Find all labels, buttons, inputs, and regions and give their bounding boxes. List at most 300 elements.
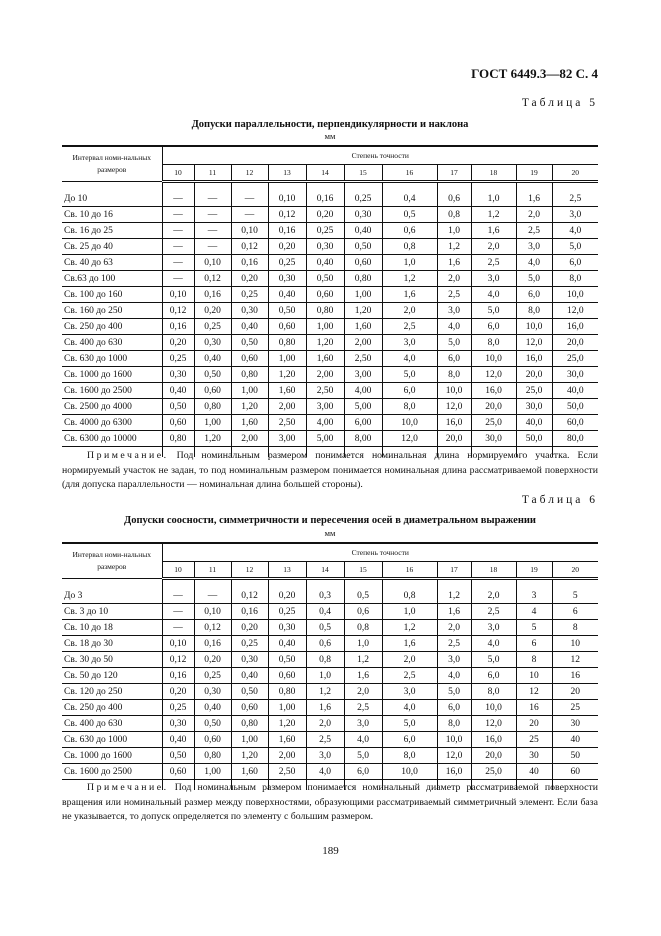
cell-value: 0,20	[162, 335, 194, 351]
cell-value: 0,25	[268, 255, 306, 271]
column-header-interval: Интервал номи-нальных размеров	[62, 543, 162, 579]
table-row	[62, 367, 598, 383]
row-interval: Св.63 до 100	[62, 271, 162, 287]
cell-value: 12	[516, 684, 552, 700]
cell-value: 0,10	[162, 287, 194, 303]
cell-value: 0,25	[344, 191, 382, 207]
cell-value: 0,10	[194, 255, 231, 271]
cell-value: 4,0	[552, 223, 598, 239]
cell-value: 0,60	[162, 415, 194, 431]
cell-value: 12	[552, 652, 598, 668]
row-interval: Св. 10 до 16	[62, 207, 162, 223]
cell-value: 4,0	[471, 287, 516, 303]
cell-value: 0,30	[344, 207, 382, 223]
table-row	[62, 383, 598, 399]
cell-value: 0,50	[162, 399, 194, 415]
row-interval: Св. 400 до 630	[62, 716, 162, 732]
cell-value: 0,10	[268, 191, 306, 207]
row-interval: Св. 2500 до 4000	[62, 399, 162, 415]
cell-value: 1,6	[344, 668, 382, 684]
column-header-grade: 11	[194, 562, 231, 579]
cell-value: 0,50	[268, 303, 306, 319]
column-header-degree: Степень точности	[162, 543, 598, 562]
cell-value: 0,25	[231, 287, 268, 303]
cell-value: 2,50	[306, 383, 344, 399]
cell-value: 2,5	[306, 732, 344, 748]
row-interval: Св. 3 до 10	[62, 604, 162, 620]
cell-value: 10,0	[382, 764, 437, 780]
table-row	[62, 207, 598, 223]
row-interval: Св. 6300 до 10000	[62, 431, 162, 447]
cell-value: 0,30	[231, 652, 268, 668]
cell-value: 0,10	[194, 604, 231, 620]
cell-value: 0,50	[344, 239, 382, 255]
cell-value: 8,0	[382, 399, 437, 415]
note-label: Примечание.	[87, 782, 169, 793]
cell-value: 4,0	[382, 700, 437, 716]
cell-value: 0,80	[162, 431, 194, 447]
row-interval: Св. 4000 до 6300	[62, 415, 162, 431]
cell-value: 20,0	[516, 367, 552, 383]
cell-value: —	[162, 604, 194, 620]
cell-value: 5	[516, 620, 552, 636]
cell-value: 60,0	[552, 415, 598, 431]
cell-value: 0,40	[194, 700, 231, 716]
cell-value: 40	[552, 732, 598, 748]
cell-value: 4,0	[437, 319, 471, 335]
table-row	[62, 604, 598, 620]
cell-value: 12,0	[382, 431, 437, 447]
cell-value: 0,40	[344, 223, 382, 239]
cell-value: 0,8	[382, 588, 437, 604]
cell-value: 0,5	[382, 207, 437, 223]
table-row	[62, 620, 598, 636]
cell-value: 2,5	[516, 223, 552, 239]
page-number: 189	[322, 845, 339, 857]
cell-value: 4,0	[437, 668, 471, 684]
cell-value: 0,50	[306, 271, 344, 287]
cell-value: 6,0	[471, 668, 516, 684]
cell-value: 12,0	[437, 748, 471, 764]
cell-value: 25,0	[471, 415, 516, 431]
cell-value: —	[162, 271, 194, 287]
cell-value: 4,00	[344, 383, 382, 399]
note-text: Под номинальным размером понимается номинальная длина нормируемого участка. Если нормируемый участок не задан, то под номинальным размером понимается номинальная длина рассматриваемой поверхности (для допуска параллельности — номинальная длина большей стороны).	[62, 450, 598, 490]
cell-value: 3,0	[306, 748, 344, 764]
cell-value: 0,12	[268, 207, 306, 223]
cell-value: 10,0	[471, 351, 516, 367]
cell-value: 1,00	[194, 764, 231, 780]
row-interval: Св. 25 до 40	[62, 239, 162, 255]
table5	[62, 145, 598, 457]
cell-value: —	[231, 207, 268, 223]
cell-value: 2,5	[382, 668, 437, 684]
cell-value: —	[162, 588, 194, 604]
cell-value: 3,00	[344, 367, 382, 383]
cell-value: 5,0	[382, 367, 437, 383]
cell-value: 0,30	[162, 367, 194, 383]
cell-value: 8,0	[437, 716, 471, 732]
cell-value: 2,00	[231, 431, 268, 447]
row-interval: Св. 10 до 18	[62, 620, 162, 636]
cell-value: —	[194, 191, 231, 207]
cell-value: 0,40	[268, 636, 306, 652]
cell-value: 6,00	[344, 415, 382, 431]
cell-value: —	[194, 239, 231, 255]
table-row	[62, 399, 598, 415]
cell-value: 1,2	[382, 620, 437, 636]
cell-value: 10,0	[437, 732, 471, 748]
note-label: Примечание.	[87, 450, 169, 461]
cell-value: 0,12	[231, 588, 268, 604]
cell-value: 8	[552, 620, 598, 636]
cell-value: 1,00	[268, 351, 306, 367]
column-header-grade: 10	[162, 165, 194, 182]
row-interval: Св. 30 до 50	[62, 652, 162, 668]
cell-value: 50,0	[552, 399, 598, 415]
cell-value: 0,25	[162, 700, 194, 716]
cell-value: 0,16	[162, 319, 194, 335]
cell-value: 0,80	[231, 716, 268, 732]
column-header-grade: 13	[268, 165, 306, 182]
table6-title: Допуски соосности, симметричности и пересечения осей в диаметральном выражении	[124, 515, 536, 526]
table-row	[62, 287, 598, 303]
cell-value: 0,80	[344, 271, 382, 287]
row-interval: До 10	[62, 191, 162, 207]
cell-value: 0,12	[162, 303, 194, 319]
cell-value: 0,6	[306, 636, 344, 652]
row-interval: Св. 1000 до 1600	[62, 367, 162, 383]
cell-value: 1,6	[382, 287, 437, 303]
cell-value: 16	[552, 668, 598, 684]
cell-value: 12,0	[471, 716, 516, 732]
cell-value: 0,80	[194, 748, 231, 764]
cell-value: 16,0	[516, 351, 552, 367]
cell-value: 1,6	[437, 255, 471, 271]
cell-value: 0,25	[162, 351, 194, 367]
cell-value: 30,0	[471, 431, 516, 447]
cell-value: 2,5	[471, 255, 516, 271]
cell-value: 0,50	[231, 684, 268, 700]
cell-value: 0,40	[306, 255, 344, 271]
cell-value: 40,0	[516, 415, 552, 431]
cell-value: 50	[552, 748, 598, 764]
table-row	[62, 700, 598, 716]
table-row	[62, 764, 598, 780]
cell-value: 12,0	[437, 399, 471, 415]
cell-value: 0,30	[194, 335, 231, 351]
table-row	[62, 415, 598, 431]
cell-value: 4,0	[516, 255, 552, 271]
cell-value: 1,6	[471, 223, 516, 239]
cell-value: 1,6	[516, 191, 552, 207]
cell-value: 2,00	[268, 748, 306, 764]
cell-value: 0,12	[231, 239, 268, 255]
column-header-grade: 17	[437, 562, 471, 579]
cell-value: 25,0	[552, 351, 598, 367]
cell-value: 0,30	[162, 716, 194, 732]
table-row	[62, 636, 598, 652]
table6-unit: мм	[324, 528, 336, 538]
table-row	[62, 223, 598, 239]
cell-value: 1,20	[344, 303, 382, 319]
column-header-grade: 18	[471, 562, 516, 579]
cell-value: 20,0	[552, 335, 598, 351]
cell-value: 0,50	[268, 652, 306, 668]
cell-value: 1,0	[344, 636, 382, 652]
column-header-grade: 20	[552, 165, 598, 182]
column-header-grade: 19	[516, 562, 552, 579]
cell-value: 0,16	[194, 287, 231, 303]
row-interval: До 3	[62, 588, 162, 604]
cell-value: 6,0	[344, 764, 382, 780]
cell-value: 8,0	[552, 271, 598, 287]
cell-value: 0,8	[344, 620, 382, 636]
cell-value: 50,0	[516, 431, 552, 447]
row-interval: Св. 400 до 630	[62, 335, 162, 351]
cell-value: 6,0	[382, 383, 437, 399]
cell-value: 16,0	[552, 319, 598, 335]
cell-value: 1,60	[268, 732, 306, 748]
row-interval: Св. 250 до 400	[62, 319, 162, 335]
cell-value: 0,4	[306, 604, 344, 620]
cell-value: 3,0	[344, 716, 382, 732]
cell-value: 0,25	[231, 636, 268, 652]
table5-unit: мм	[324, 131, 336, 141]
cell-value: 3,0	[382, 684, 437, 700]
cell-value: 6,0	[471, 319, 516, 335]
row-interval: Св. 50 до 120	[62, 668, 162, 684]
cell-value: 0,16	[231, 604, 268, 620]
cell-value: 3,0	[382, 335, 437, 351]
cell-value: 0,12	[194, 271, 231, 287]
cell-value: 0,40	[162, 383, 194, 399]
cell-value: 0,6	[437, 191, 471, 207]
column-header-grade: 20	[552, 562, 598, 579]
cell-value: 0,5	[306, 620, 344, 636]
cell-value: 1,00	[231, 383, 268, 399]
cell-value: 1,20	[194, 431, 231, 447]
cell-value: 6,0	[437, 351, 471, 367]
column-header-grade: 12	[231, 165, 268, 182]
cell-value: 25	[552, 700, 598, 716]
cell-value: 0,16	[268, 223, 306, 239]
cell-value: 1,2	[437, 239, 471, 255]
cell-value: 8,0	[516, 303, 552, 319]
cell-value: —	[194, 588, 231, 604]
table-row	[62, 588, 598, 604]
cell-value: 1,2	[344, 652, 382, 668]
cell-value: 0,20	[194, 652, 231, 668]
cell-value: 0,20	[306, 207, 344, 223]
cell-value: 0,10	[162, 636, 194, 652]
cell-value: 20,0	[437, 431, 471, 447]
cell-value: 1,0	[306, 668, 344, 684]
column-header-grade: 19	[516, 165, 552, 182]
cell-value: 4,0	[306, 764, 344, 780]
cell-value: 16,0	[471, 732, 516, 748]
cell-value: —	[194, 207, 231, 223]
cell-value: 6,0	[516, 287, 552, 303]
cell-value: 1,20	[306, 335, 344, 351]
cell-value: 3,0	[437, 303, 471, 319]
cell-value: 20,0	[471, 399, 516, 415]
cell-value: 0,20	[268, 588, 306, 604]
cell-value: 40	[516, 764, 552, 780]
cell-value: 2,00	[344, 335, 382, 351]
cell-value: 5,0	[344, 748, 382, 764]
cell-value: 1,00	[268, 700, 306, 716]
table6-label: Таблица 6	[521, 494, 598, 506]
row-interval: Св. 630 до 1000	[62, 732, 162, 748]
table6-note	[62, 781, 598, 825]
cell-value: 5	[552, 588, 598, 604]
cell-value: 0,80	[306, 303, 344, 319]
cell-value: 25,0	[516, 383, 552, 399]
table-row	[62, 351, 598, 367]
cell-value: 0,30	[231, 303, 268, 319]
cell-value: 0,60	[194, 732, 231, 748]
cell-value: 1,0	[437, 223, 471, 239]
column-header-grade: 10	[162, 562, 194, 579]
cell-value: 1,00	[231, 732, 268, 748]
column-header-grade: 12	[231, 562, 268, 579]
cell-value: 2,50	[268, 415, 306, 431]
table-row	[62, 303, 598, 319]
cell-value: 30	[516, 748, 552, 764]
column-header-grade: 16	[382, 165, 437, 182]
row-interval: Св. 160 до 250	[62, 303, 162, 319]
cell-value: 0,5	[344, 588, 382, 604]
cell-value: 3,0	[471, 620, 516, 636]
cell-value: 5,00	[306, 431, 344, 447]
cell-value: 0,30	[268, 620, 306, 636]
cell-value: 0,40	[231, 319, 268, 335]
cell-value: 1,0	[471, 191, 516, 207]
cell-value: 6,0	[437, 700, 471, 716]
cell-value: 30	[552, 716, 598, 732]
column-header-grade: 15	[344, 165, 382, 182]
row-interval: Св. 250 до 400	[62, 700, 162, 716]
cell-value: 0,8	[437, 207, 471, 223]
cell-value: 0,40	[194, 351, 231, 367]
cell-value: 2,0	[516, 207, 552, 223]
cell-value: 1,0	[382, 255, 437, 271]
cell-value: 4,0	[471, 636, 516, 652]
cell-value: 2,0	[382, 652, 437, 668]
column-header-grade: 18	[471, 165, 516, 182]
cell-value: 6	[552, 604, 598, 620]
table-row	[62, 191, 598, 207]
cell-value: 80,0	[552, 431, 598, 447]
cell-value: —	[231, 191, 268, 207]
column-header-grade: 14	[306, 165, 344, 182]
note-text: Под номинальным размером понимается номинальный диаметр рассматриваемой поверхности вращения или номинальный размер между поверхностями, образующими рассматриваемый симметричный элемент. Если база не указывается, то допуск определяется по элементу с большим размером.	[62, 782, 598, 822]
cell-value: 25	[516, 732, 552, 748]
cell-value: 0,40	[268, 287, 306, 303]
cell-value: 0,80	[268, 684, 306, 700]
cell-value: 3,0	[437, 652, 471, 668]
cell-value: 6,0	[382, 732, 437, 748]
cell-value: 0,60	[306, 287, 344, 303]
table-row	[62, 732, 598, 748]
cell-value: 2,5	[344, 700, 382, 716]
cell-value: 30,0	[552, 367, 598, 383]
row-interval: Св. 18 до 30	[62, 636, 162, 652]
cell-value: 3,0	[552, 207, 598, 223]
cell-value: 2,0	[437, 620, 471, 636]
cell-value: 2,5	[471, 604, 516, 620]
cell-value: 1,60	[231, 764, 268, 780]
column-header-grade: 17	[437, 165, 471, 182]
cell-value: 1,20	[231, 748, 268, 764]
cell-value: 16,0	[471, 383, 516, 399]
cell-value: 0,40	[162, 732, 194, 748]
cell-value: 1,60	[344, 319, 382, 335]
table-row	[62, 668, 598, 684]
cell-value: 0,60	[344, 255, 382, 271]
cell-value: 8,0	[437, 367, 471, 383]
cell-value: 8,0	[471, 335, 516, 351]
cell-value: 1,20	[268, 716, 306, 732]
cell-value: 0,25	[306, 223, 344, 239]
cell-value: 10,0	[382, 415, 437, 431]
row-interval: Св. 40 до 63	[62, 255, 162, 271]
cell-value: 20	[516, 716, 552, 732]
cell-value: 2,50	[344, 351, 382, 367]
table5-note	[62, 449, 598, 493]
cell-value: 60	[552, 764, 598, 780]
cell-value: 2,0	[382, 303, 437, 319]
cell-value: 0,30	[194, 684, 231, 700]
cell-value: 4,00	[306, 415, 344, 431]
cell-value: 1,00	[344, 287, 382, 303]
cell-value: 0,60	[194, 383, 231, 399]
cell-value: 2,0	[471, 588, 516, 604]
row-interval: Св. 100 до 160	[62, 287, 162, 303]
cell-value: 0,6	[344, 604, 382, 620]
cell-value: —	[162, 191, 194, 207]
cell-value: —	[162, 620, 194, 636]
column-header-degree: Степень точности	[162, 146, 598, 165]
column-header-grade: 16	[382, 562, 437, 579]
cell-value: 0,4	[382, 191, 437, 207]
cell-value: —	[162, 207, 194, 223]
cell-value: —	[162, 223, 194, 239]
cell-value: 0,40	[231, 668, 268, 684]
cell-value: 0,12	[194, 620, 231, 636]
cell-value: 0,25	[194, 319, 231, 335]
column-header-grade: 13	[268, 562, 306, 579]
cell-value: 0,50	[231, 335, 268, 351]
cell-value: 1,00	[306, 319, 344, 335]
column-header-grade: 11	[194, 165, 231, 182]
cell-value: 0,16	[162, 668, 194, 684]
cell-value: 1,60	[268, 383, 306, 399]
cell-value: 2,0	[471, 239, 516, 255]
table-row	[62, 335, 598, 351]
document-reference: ГОСТ 6449.3—82 С. 4	[471, 66, 598, 81]
cell-value: 6	[516, 636, 552, 652]
row-interval: Св. 630 до 1000	[62, 351, 162, 367]
cell-value: —	[162, 239, 194, 255]
cell-value: 5,0	[437, 684, 471, 700]
table-row	[62, 716, 598, 732]
cell-value: 40,0	[552, 383, 598, 399]
column-header-interval: Интервал номи-нальных размеров	[62, 146, 162, 182]
cell-value: 2,0	[344, 684, 382, 700]
cell-value: 1,20	[268, 367, 306, 383]
